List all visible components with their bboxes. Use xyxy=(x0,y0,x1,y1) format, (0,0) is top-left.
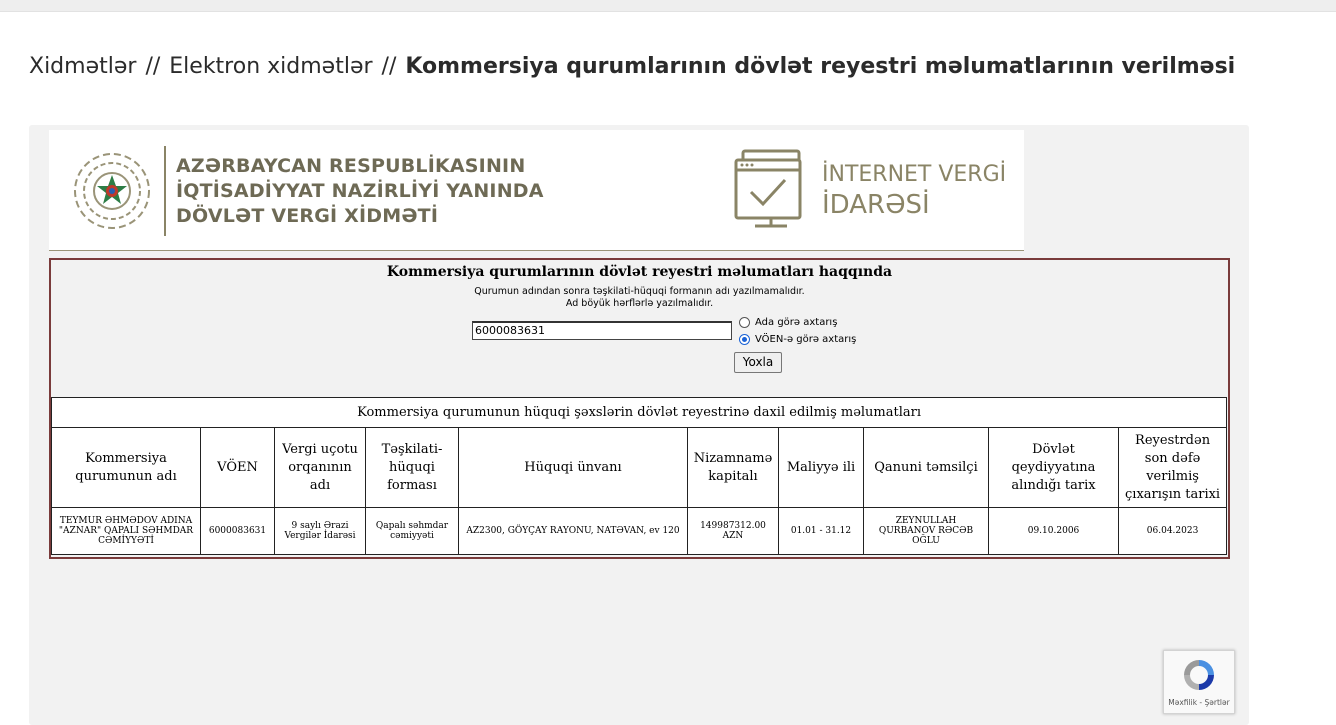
recaptcha-privacy-terms[interactable]: Məxfilik - Şərtlər xyxy=(1168,698,1230,707)
column-header-last-extract-date: Reyestrdən son dəfə verilmiş çıxarışın tarixi xyxy=(1119,428,1227,508)
column-header-tax-office: Vergi uçotu orqanının adı xyxy=(275,428,366,508)
column-header-fiscal-year: Maliyyə ili xyxy=(779,428,864,508)
column-header-legal-form: Təşkilati-hüquqi forması xyxy=(366,428,459,508)
registry-results-table xyxy=(51,397,1227,555)
breadcrumb-link-services[interactable]: Xidmətlər xyxy=(29,54,137,79)
check-button[interactable]: Yoxla xyxy=(734,352,782,373)
radio-search-by-voen-label: VÖEN-ə görə axtarış xyxy=(755,334,857,345)
agency-line-2: İQTİSADİYYAT NAZİRLİYİ YANINDA xyxy=(176,180,544,202)
table-caption: Kommersiya qurumunun hüquqi şəxslərin dövlət reyestrinə daxil edilmiş məlumatları xyxy=(52,398,1227,428)
cell-tax-office: 9 saylı Ərazi Vergilər İdarəsi xyxy=(275,508,366,555)
top-header-bar xyxy=(0,0,1336,12)
table-row xyxy=(52,508,1227,555)
banner-divider xyxy=(164,146,166,236)
internet-tax-office-title xyxy=(822,160,1006,220)
radio-search-by-name[interactable] xyxy=(739,317,837,328)
cell-last-extract-date: 06.04.2023 xyxy=(1119,508,1227,555)
radio-button-voen[interactable] xyxy=(739,334,750,345)
column-header-legal-representative: Qanuni təmsilçi xyxy=(864,428,989,508)
portal-line-2: İDARƏSİ xyxy=(822,190,930,220)
breadcrumb-separator: // xyxy=(381,54,397,79)
cell-voen: 6000083631 xyxy=(201,508,275,555)
radio-search-by-name-label: Ada görə axtarış xyxy=(755,317,838,328)
cell-charter-capital: 149987312.00 AZN xyxy=(688,508,779,555)
agency-name xyxy=(176,154,544,229)
column-header-legal-address: Hüquqi ünvanı xyxy=(459,428,688,508)
form-instruction-2: Ad böyük hərflərlə yazılmalıdır. xyxy=(565,298,714,309)
recaptcha-badge[interactable] xyxy=(1163,650,1235,714)
cell-legal-representative: ZEYNULLAH QURBANOV RƏCƏB OĞLU xyxy=(864,508,989,555)
cell-legal-form: Qapalı səhmdar cəmiyyəti xyxy=(366,508,459,555)
form-instruction-1: Qurumun adından sonra təşkilati-hüquqi formanın adı yazılmamalıdır. xyxy=(474,286,805,297)
tax-service-banner xyxy=(49,130,1024,251)
cell-registration-date: 09.10.2006 xyxy=(989,508,1119,555)
state-emblem-icon xyxy=(69,148,155,234)
cell-company-name: TEYMUR ƏHMƏDOV ADINA "AZNAR" QAPALI SƏHMDAR CƏMİYYƏTİ xyxy=(52,508,201,555)
breadcrumb-separator: // xyxy=(145,54,161,79)
table-header-row xyxy=(52,428,1227,508)
column-header-voen: VÖEN xyxy=(201,428,275,508)
breadcrumb-link-e-services[interactable]: Elektron xidmətlər xyxy=(169,54,373,79)
column-header-registration-date: Dövlət qeydiyyatına alındığı tarix xyxy=(989,428,1119,508)
agency-line-1: AZƏRBAYCAN RESPUBLİKASININ xyxy=(176,155,526,177)
agency-line-3: DÖVLƏT VERGİ XİDMƏTİ xyxy=(176,205,439,227)
recaptcha-icon xyxy=(1181,657,1217,693)
column-header-company-name: Kommersiya qurumunun adı xyxy=(52,428,201,508)
radio-button-name[interactable] xyxy=(739,317,750,328)
radio-search-by-voen[interactable] xyxy=(739,334,856,345)
monitor-checkmark-icon xyxy=(733,148,809,232)
column-header-charter-capital: Nizamnamə kapitalı xyxy=(688,428,779,508)
breadcrumb-current-page: Kommersiya qurumlarının dövlət reyestri məlumatlarının verilməsi xyxy=(405,54,1236,79)
portal-line-1: İNTERNET VERGİ xyxy=(822,162,1007,187)
cell-legal-address: AZ2300, GÖYÇAY RAYONU, NATƏVAN, ev 120 xyxy=(459,508,688,555)
search-input[interactable]: 6000083631 xyxy=(472,321,732,340)
breadcrumb xyxy=(29,54,1235,79)
form-title: Kommersiya qurumlarının dövlət reyestri məlumatları haqqında xyxy=(386,264,893,280)
cell-fiscal-year: 01.01 - 31.12 xyxy=(779,508,864,555)
registry-search-form xyxy=(49,258,1230,559)
